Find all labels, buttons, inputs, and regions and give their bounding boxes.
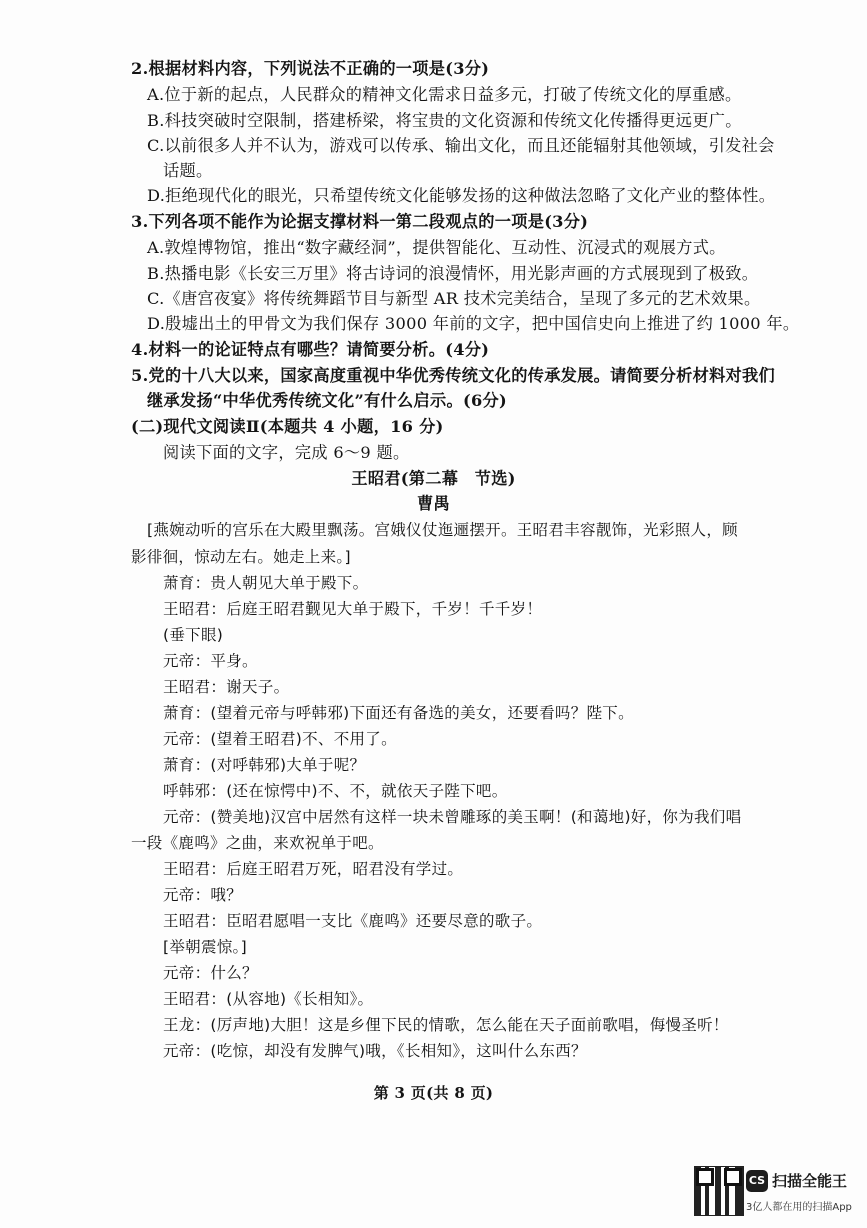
dialogue-line: 元帝：什么？ — [163, 964, 258, 982]
dialogue-line: 王昭君：后庭王昭君万死，昭君没有学过。 — [163, 860, 464, 878]
camscanner-tagline: 3亿人都在用的扫描App — [746, 1202, 852, 1213]
question-5-line1: 5.党的十八大以来，国家高度重视中华优秀传统文化的传承发展。请简要分析材料对我们 — [131, 366, 776, 385]
question-2-option-d: D.拒绝现代化的眼光，只希望传统文化能够发扬的这种做法忽略了文化产业的整体性。 — [147, 186, 776, 205]
dialogue-line: (垂下眼) — [163, 626, 224, 644]
dialogue-line: 元帝：哦？ — [163, 886, 243, 904]
dialogue-line: 王昭君：后庭王昭君觐见大单于殿下，千岁！千千岁！ — [163, 600, 543, 618]
page-number: 第 3 页(共 8 页) — [373, 1084, 494, 1102]
question-2-option-a: A.位于新的起点，人民群众的精神文化需求日益多元，打破了传统文化的厚重感。 — [147, 85, 742, 104]
dialogue-line: 萧育：(对呼韩邪)大单于呢？ — [163, 756, 366, 774]
question-4: 4.材料一的论证特点有哪些？请简要分析。(4分) — [131, 340, 490, 359]
question-3-option-c: C.《唐宫夜宴》将传统舞蹈节目与新型 AR 技术完美结合，呈现了多元的艺术效果。 — [147, 289, 761, 308]
camscanner-name: 扫描全能王 — [772, 1172, 848, 1190]
dialogue-line: 元帝：平身。 — [163, 652, 258, 670]
excerpt-title: 王昭君(第二幕 节选) — [351, 469, 516, 488]
dialogue-line: 王昭君：(从容地)《长相知》。 — [163, 990, 374, 1008]
question-3-stem: 3.下列各项不能作为论据支撑材料一第二段观点的一项是(3分) — [131, 212, 589, 231]
question-2-option-c-line2: 话题。 — [163, 161, 213, 180]
stage-direction: [举朝震惊。] — [163, 938, 247, 956]
dialogue-line: 萧育：贵人朝见大单于殿下。 — [163, 574, 369, 592]
question-3-option-b: B.热播电影《长安三万里》将古诗词的浪漫情怀，用光影声画的方式展现到了极致。 — [147, 264, 759, 283]
question-3-option-a: A.敦煌博物馆，推出“数字藏经洞”，提供智能化、互动性、沉浸式的观展方式。 — [147, 238, 726, 257]
dialogue-line: 元帝：(望着王昭君)不、不用了。 — [163, 730, 397, 748]
dialogue-line: 呼韩邪：(还在惊愕中)不、不，就依天子陛下吧。 — [163, 782, 508, 800]
dialogue-line: 王龙：(厉声地)大胆！这是乡俚下民的情歌，怎么能在天子面前歌唱，侮慢圣听！ — [163, 1016, 729, 1034]
stage-direction-line1: [燕婉动听的宫乐在大殿里飘荡。宫娥仪仗迤逦摆开。王昭君丰容靓饰，光彩照人，顾 — [147, 521, 738, 539]
question-2-option-b: B.科技突破时空限制，搭建桥梁，将宝贵的文化资源和传统文化传播得更远更广。 — [147, 111, 742, 130]
section-instruction: 阅读下面的文字，完成 6～9 题。 — [163, 443, 410, 462]
stage-direction-line2: 影徘徊，惊动左右。她走上来。] — [131, 548, 351, 566]
dialogue-line: 元帝：(赞美地)汉宫中居然有这样一块未曾雕琢的美玉啊！(和蔼地)好，你为我们唱 — [163, 808, 742, 826]
dialogue-line: 王昭君：臣昭君愿唱一支比《鹿鸣》还要尽意的歌子。 — [163, 912, 543, 930]
question-2-option-c-line1: C.以前很多人并不认为，游戏可以传承、输出文化，而且还能辐射其他领域，引发社会 — [147, 136, 775, 155]
question-2-stem: 2.根据材料内容，下列说法不正确的一项是(3分) — [131, 59, 490, 78]
excerpt-author: 曹禺 — [417, 494, 450, 513]
qr-code-icon — [694, 1166, 744, 1216]
question-3-option-d: D.殷墟出土的甲骨文为我们保存 3000 年前的文字，把中国信史向上推进了约 1000 年。 — [147, 314, 800, 333]
dialogue-line: 元帝：(吃惊，却没有发脾气)哦，《长相知》，这叫什么东西？ — [163, 1042, 587, 1060]
question-5-line2: 继承发扬“中华优秀传统文化”有什么启示。(6分) — [147, 391, 507, 410]
dialogue-line: 王昭君：谢天子。 — [163, 678, 290, 696]
camscanner-logo-icon: CS — [746, 1170, 768, 1192]
dialogue-line: 一段《鹿鸣》之曲，来欢祝单于吧。 — [131, 834, 384, 852]
section-heading: (二)现代文阅读Ⅱ(本题共 4 小题，16 分) — [131, 417, 444, 436]
dialogue-line: 萧育：(望着元帝与呼韩邪)下面还有备选的美女，还要看吗？陛下。 — [163, 704, 634, 722]
